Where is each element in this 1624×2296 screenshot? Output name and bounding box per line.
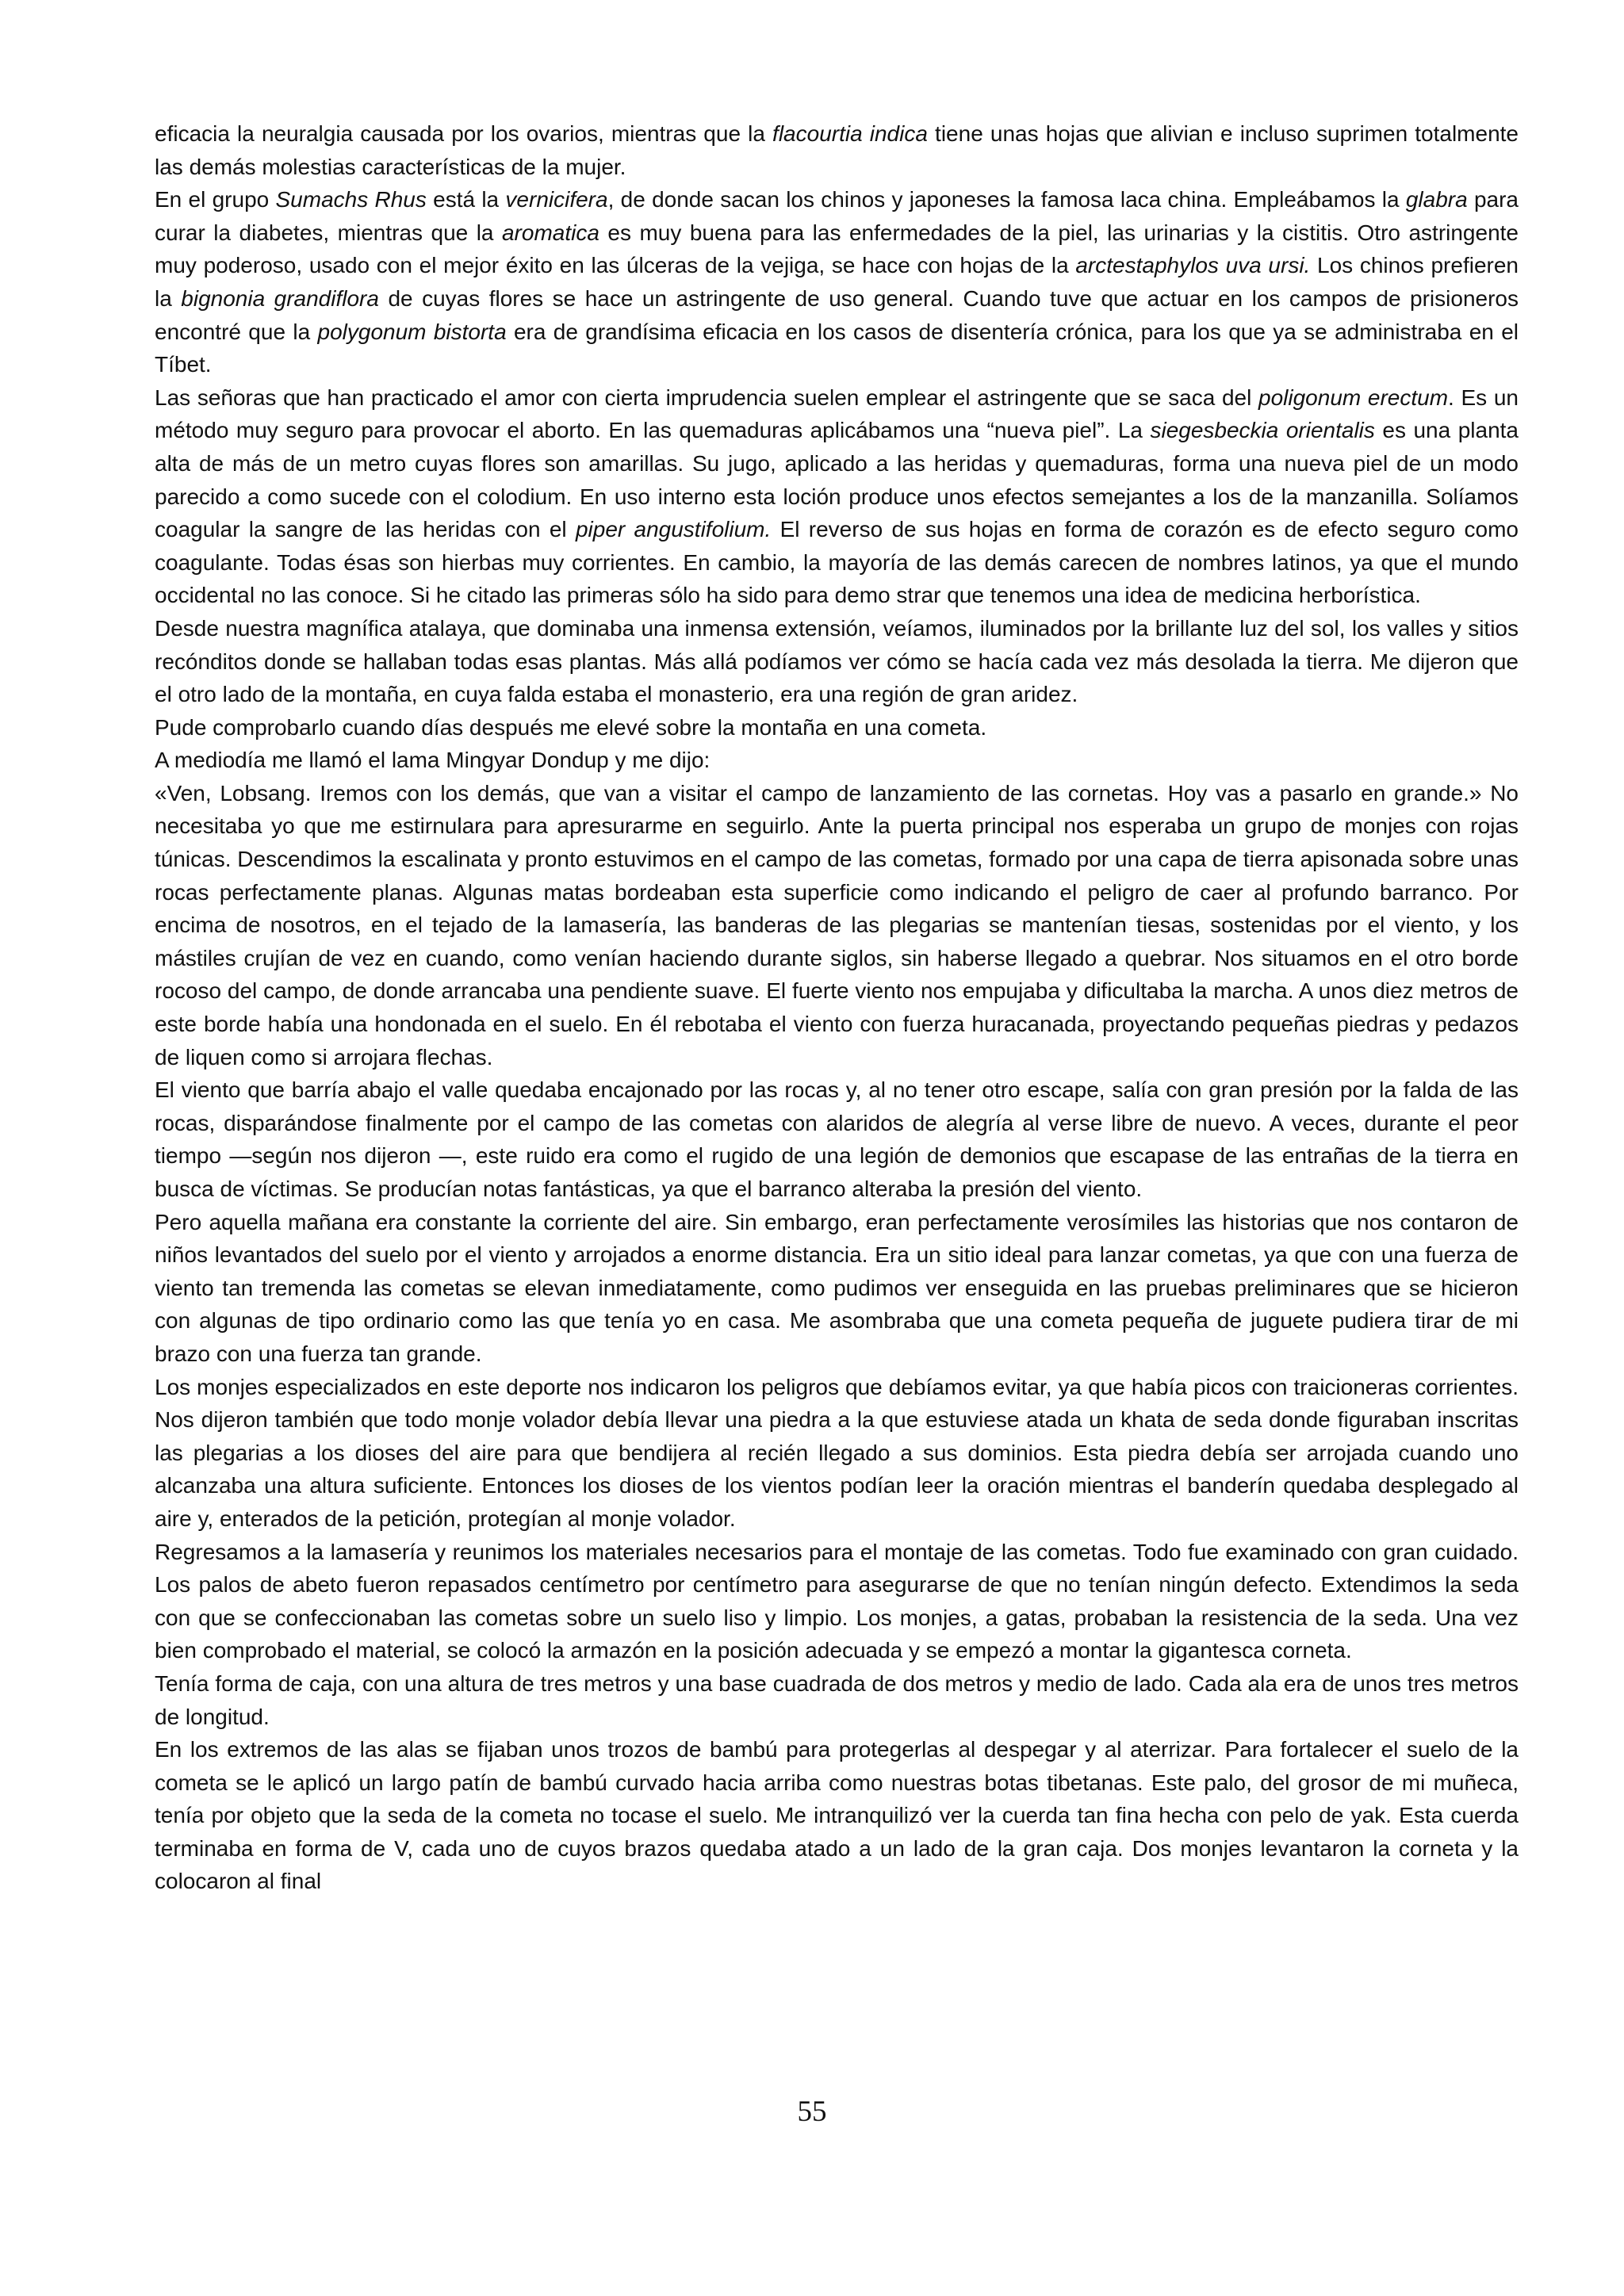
text-run: . Es un método muy seguro para provocar el aborto. En las quemaduras aplicábamos una “nueva piel”. La [155,385,1519,443]
paragraph [155,744,1519,777]
italic-term: aromatica [501,220,599,245]
text-run: Las señoras que han practicado el amor con cierta imprudencia suelen emplear el astringente que se saca del [155,385,1259,410]
text-run: es muy buena para las enfermedades de la piel, las urinarias y la cistitis. Otro astringente muy poderoso, usado con el mejor éxito en las úlceras de la vejiga, se hace con hojas de la [155,220,1519,278]
paragraph [155,1536,1519,1667]
paragraph [155,1667,1519,1733]
paragraph [155,117,1519,183]
text-run: Desde nuestra magnífica atalaya, que dominaba una inmensa extensión, veíamos, iluminados por la brillante luz del sol, los valles y sitios recónditos donde se hallaban todas esas plantas. Más allá podíamos ver cómo se hacía cada vez más desolada la tierra. Me dijeron que el otro lado de la montaña, en cuya falda estaba el monasterio, era una región de gran aridez. [155,615,1519,707]
paragraph [155,183,1519,381]
text-run: Tenía forma de caja, con una altura de tres metros y una base cuadrada de dos metros y medio de lado. Cada ala era de unos tres metros de longitud. [155,1670,1519,1729]
text-run: El reverso de sus hojas en forma de corazón es de efecto seguro como coagulante. Todas ésas son hierbas muy corrientes. En cambio, la mayoría de las demás carecen de nombres latinos, ya que el mundo occidental no las conoce. Si he citado las primeras sólo ha sido para demo strar que tenemos una idea de medicina herborística. [155,517,1519,608]
italic-term: glabra [1405,187,1468,212]
text-run: era de grandísima eficacia en los casos de disentería crónica, para los que ya se administraba en el Tíbet. [155,319,1519,377]
paragraph [155,1733,1519,1898]
text-run: de cuyas flores se hace un astringente de uso general. Cuando tuve que actuar en los campos de prisioneros encontré que la [155,285,1519,344]
paragraph [155,777,1519,1073]
text-run: Los monjes especializados en este deporte nos indicaron los peligros que debíamos evitar, ya que había picos con traicioneras corrientes. Nos dijeron también que todo monje volador debía llevar una piedra a la que estuviese atada un khata de seda donde figuraban inscritas las plegarias a los dioses del aire para que bendijera al recién llegado a sus dominios. Esta piedra debía ser arrojada cuando uno alcanzaba una altura suficiente. Entonces los dioses de los vientos podían leer la oración mientras el banderín quedaba desplegado al aire y, enterados de la petición, protegían al monje volador. [155,1374,1519,1531]
text-run: Los chinos prefieren la [155,253,1519,311]
paragraph [155,1371,1519,1536]
text-run: , de donde sacan los chinos y japoneses la famosa laca china. Empleábamos la [607,187,1406,212]
italic-term: flacourtia indica [772,121,928,146]
paragraph [155,612,1519,711]
text-run: es una planta alta de más de un metro cuyas flores son amarillas. Su jugo, aplicado a las heridas y quemaduras, forma una nueva piel de un modo parecido a como sucede con el colodium. En uso interno esta loción produce unos efectos semejantes a los de la manzanilla. Solíamos coagular la sangre de las heridas con el [155,418,1519,542]
text-run: En el grupo [155,187,276,212]
italic-term: poligonum erectum [1258,385,1449,410]
paragraph [155,711,1519,744]
text-run: eficacia la neuralgia causada por los ovarios, mientras que la [155,121,773,146]
italic-term: Sumachs Rhus [275,187,427,212]
text-run: «Ven, Lobsang. Iremos con los demás, que van a visitar el campo de lanzamiento de las cornetas. Hoy vas a pasarlo en grande.» No necesitaba yo que me estirnulara para apresurarme en seguirlo. Ante la puerta principal nos esperaba un grupo de monjes con rojas túnicas. Descendimos la escalinata y pronto estuvimos en el campo de las cometas, formado por una capa de tierra apisonada sobre unas rocas perfectamente planas. Algunas matas bordeaban esta superficie como indicando el peligro de caer al profundo barranco. Por encima de nosotros, en el tejado de la lamasería, las banderas de las plegarias se mantenían tiesas, sostenidas por el viento, y los mástiles crujían de vez en cuando, como venían haciendo durante siglos, sin haberse llegado a quebrar. Nos situamos en el otro borde rocoso del campo, de donde arrancaba una pendiente suave. El fuerte viento nos empujaba y dificultaba la marcha. A unos diez metros de este borde había una hondonada en el suelo. En él rebotaba el viento con fuerza huracanada, proyectando pequeñas piedras y pedazos de liquen como si arrojara flechas. [155,780,1519,1070]
italic-term: arctestaphylos uva ursi. [1075,253,1311,278]
italic-term: vernicifera [505,187,608,212]
italic-term: bignonia grandiflora [181,285,379,311]
text-run: Pude comprobarlo cuando días después me elevé sobre la montaña en una cometa. [155,714,987,740]
page-number: 55 [797,2095,827,2128]
paragraph [155,1073,1519,1205]
text-run: para curar la diabetes, mientras que la [155,187,1519,245]
text-run: está la [426,187,506,212]
italic-term: polygonum bistorta [317,319,507,344]
body-text [155,117,1519,1898]
text-run: En los extremos de las alas se fijaban unos trozos de bambú para protegerlas al despegar y al aterrizar. Para fortalecer el suelo de la cometa se le aplicó un largo patín de bambú curvado hacia arriba como nuestras botas tibetanas. Este palo, del grosor de mi muñeca, tenía por objeto que la seda de la cometa no tocase el suelo. Me intranquilizó ver la cuerda tan fina hecha con pelo de yak. Esta cuerda terminaba en forma de V, cada uno de cuyos brazos quedaba atado a un lado de la gran caja. Dos monjes levantaron la corneta y la colocaron al final [155,1737,1519,1894]
text-run: El viento que barría abajo el valle quedaba encajonado por las rocas y, al no tener otro escape, salía con gran presión por la falda de las rocas, disparándose finalmente por el campo de las cometas con alaridos de alegría al verse libre de nuevo. A veces, durante el peor tiempo —según nos dijeron —, este ruido era como el rugido de una legión de demonios que escapase de las entrañas de la tierra en busca de víctimas. Se producían notas fantásticas, ya que el barranco alteraba la presión del viento. [155,1077,1519,1201]
italic-term: piper angustifolium. [575,517,772,542]
paragraph [155,1206,1519,1371]
text-run: tiene unas hojas que alivian e incluso suprimen totalmente las demás molestias características de la mujer. [155,121,1519,179]
text-run: A mediodía me llamó el lama Mingyar Dondup y me dijo: [155,748,710,773]
paragraph [155,381,1519,612]
text-run: Regresamos a la lamasería y reunimos los materiales necesarios para el montaje de las cometas. Todo fue examinado con gran cuidado. Los palos de abeto fueron repasados centímetro por centímetro para asegurarse de que no tenían ningún defecto. Extendimos la seda con que se confeccionaban las cometas sobre un suelo liso y limpio. Los monjes, a gatas, probaban la resistencia de la seda. Una vez bien comprobado el material, se colocó la armazón en la posición adecuada y se empezó a montar la gigantesca corneta. [155,1539,1519,1663]
text-run: Pero aquella mañana era constante la corriente del aire. Sin embargo, eran perfectamente verosímiles las historias que nos contaron de niños levantados del suelo por el viento y arrojados a enorme distancia. Era un sitio ideal para lanzar cometas, ya que con una fuerza de viento tan tremenda las cometas se elevan inmediatamente, como pudimos ver enseguida en las pruebas preliminares que se hicieron con algunas de tipo ordinario como las que tenía yo en casa. Me asombraba que una cometa pequeña de juguete pudiera tirar de mi brazo con una fuerza tan grande. [155,1209,1519,1366]
italic-term: siegesbeckia orientalis [1150,418,1375,443]
